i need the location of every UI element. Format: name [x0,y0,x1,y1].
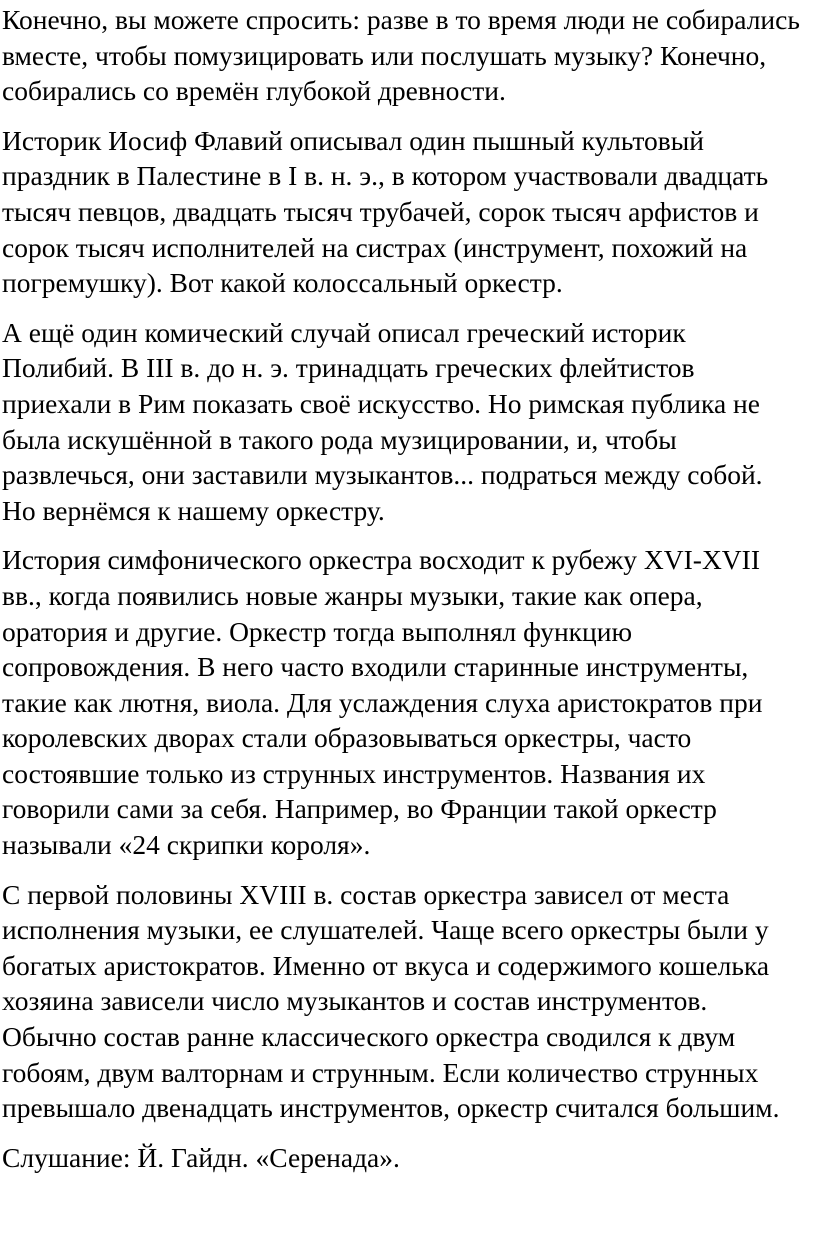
text-line: приехали в Рим показать своё искусство. Но римская публика не [2,387,760,419]
text-line: богатых аристократов. Именно от вкуса и содержимого кошелька [2,949,770,981]
text-line: сопровождения. В него часто входили старинные инструменты, [2,651,749,683]
text-line: Полибий. В III в. до н. э. тринадцать греческих флейтистов [2,352,695,384]
text-line: История симфонического оркестра восходит к рубежу XVI-XVII [2,544,760,576]
paragraph-eighteenth-century [2,877,816,1126]
text-line: гобоям, двум валторнам и струнным. Если количество струнных [2,1056,759,1088]
text-line: тысяч певцов, двадцать тысяч трубачей, сорок тысяч арфистов и [2,195,759,227]
text-line: С первой половины XVIII в. состав оркестра зависел от места [2,878,730,910]
text-line: сорок тысяч исполнителей на систрах (инструмент, похожий на [2,231,748,263]
text-line: вместе, чтобы помузицировать или послушать музыку? Конечно, [2,39,767,71]
paragraph-orchestra-history [2,542,816,862]
paragraph-listening [2,1140,816,1176]
text-line: называли «24 скрипки короля». [2,829,371,861]
text-line: собирались со времён глубокой древности. [2,75,506,107]
paragraph-polybius [2,315,816,529]
text-line: королевских дворах стали образовываться оркестры, часто [2,722,692,754]
text-line: такие как лютня, виола. Для услаждения слуха аристократов при [2,686,763,718]
text-line: А ещё один комический случай описал греческий историк [2,316,686,348]
text-line: погремушку). Вот какой колоссальный оркестр. [2,267,563,299]
text-line: Но вернёмся к нашему оркестру. [2,494,385,526]
text-line: была искушённой в такого рода музицировании, и, чтобы [2,423,677,455]
text-line: состоявшие только из струнных инструментов. Названия их [2,757,706,789]
text-line: оратория и другие. Оркестр тогда выполнял функцию [2,615,633,647]
text-line: хозяина зависели число музыкантов и состав инструментов. [2,985,708,1017]
text-line: развлечься, они заставили музыкантов... подраться между собой. [2,459,763,491]
text-line: вв., когда появились новые жанры музыки, такие как опера, [2,579,703,611]
text-line: Конечно, вы можете спросить: разве в то время люди не собирались [2,4,800,35]
text-line: Слушание: Й. Гайдн. «Серенада». [2,1141,400,1173]
text-line: говорили сами за себя. Например, во Франции такой оркестр [2,793,717,825]
text-line: превышало двенадцать инструментов, оркестр считался большим. [2,1092,780,1124]
text-line: исполнения музыки, ее слушателей. Чаще всего оркестры были у [2,914,769,946]
text-line: праздник в Палестине в I в. н. э., в котором участвовали двадцать [2,160,769,192]
text-line: Обычно состав ранне классического оркестра сводился к двум [2,1021,736,1053]
paragraph-ancient-gatherings [2,2,816,109]
text-line: Историк Иосиф Флавий описывал один пышный культовый [2,124,704,156]
paragraph-josephus [2,123,816,301]
